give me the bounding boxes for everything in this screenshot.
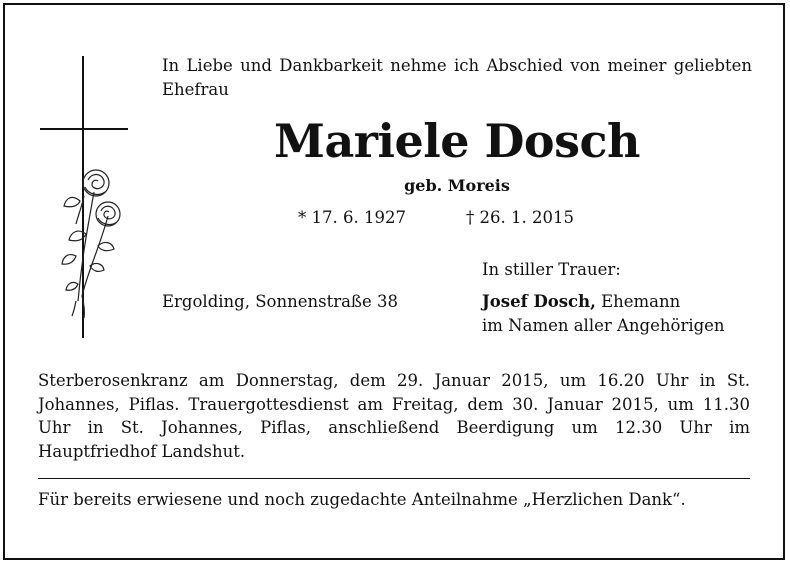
maiden-name: geb. Moreis — [404, 176, 510, 195]
mourning-heading: In stiller Trauer: — [482, 260, 621, 279]
service-details: Sterberosenkranz am Donnerstag, dem 29. Januar 2015, um 16.20 Uhr in St. Johannes, Piflas. Trauergottesdienst am Freitag, dem 30. Januar 2015, um 11.30 Uhr in St. Johannes, Piflas, anschließend Beerdigung um 12.30 Uhr im Hauptfriedhof Landshut. — [38, 371, 750, 461]
mourner-name: Josef Dosch, — [482, 292, 596, 311]
deceased-name: Mariele Dosch — [274, 114, 640, 168]
intro-text: In Liebe und Dankbarkeit nehme ich Abschied von meiner geliebten Ehefrau — [162, 56, 752, 99]
divider-line — [38, 478, 750, 479]
relatives-line: im Namen aller Angehörigen — [482, 316, 725, 335]
birth-date: * 17. 6. 1927 — [298, 208, 406, 227]
death-date: † 26. 1. 2015 — [466, 208, 574, 227]
mourner-relation: Ehemann — [601, 292, 681, 311]
cross-with-roses-icon — [38, 56, 133, 338]
thanks-text: Für bereits erwiesene und noch zugedachte Anteilnahme „Herzlichen Dank“. — [38, 490, 686, 509]
mourner-address: Ergolding, Sonnenstraße 38 — [162, 292, 398, 311]
mourner-line — [482, 294, 680, 311]
